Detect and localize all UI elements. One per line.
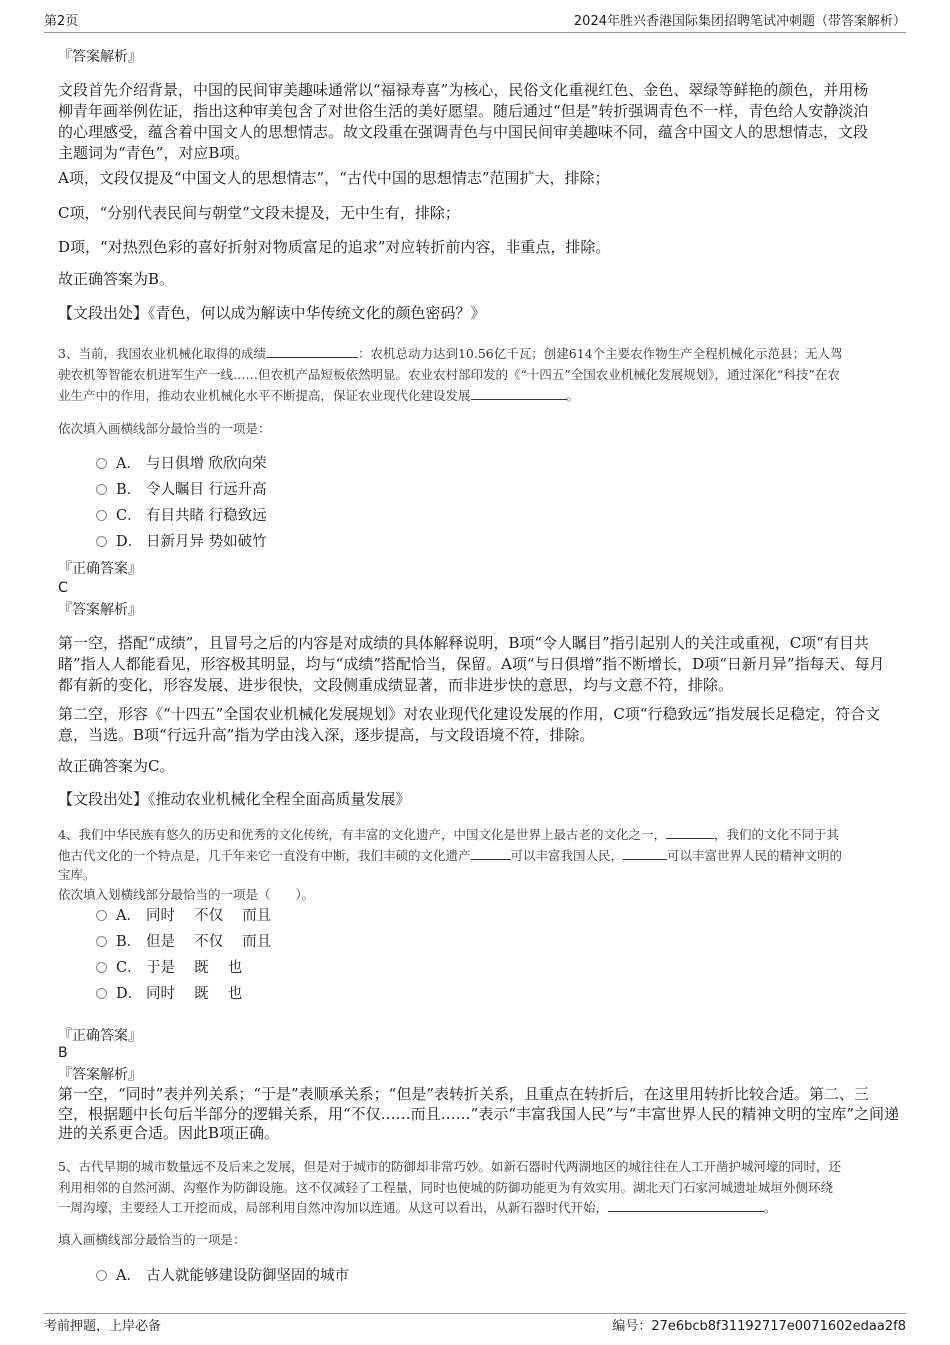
q3-analysis-line: 睹”指人人都能看见，形容极其明显，均与“成绩”搭配恰当，保留。A项“与日俱增”指不断增长，D项“日新月异”指每天、每月 xyxy=(58,655,885,673)
q4-analysis-label: 『答案解析』 xyxy=(58,1067,142,1083)
document-title: 2024年胜兴香港国际集团招聘笔试冲刺题（带答案解析） xyxy=(573,14,906,29)
fill-blank xyxy=(471,387,567,400)
q3-conclusion: 故正确答案为C。 xyxy=(58,757,175,775)
q4-option-d[interactable]: D． 同时 既 也 xyxy=(96,984,242,1004)
q3-correct-label: 『正确答案』 xyxy=(58,561,142,577)
q2-analysis-label: 『答案解析』 xyxy=(58,49,142,65)
q2-source: 【文段出处】《青色，何以成为解读中华传统文化的颜色密码？》 xyxy=(58,304,486,322)
q2-analysis-line: 柳青年画举例佐证，指出这种审美包含了对世俗生活的美好愿望。随后通过“但是”转折强调青色不一样，青色给人安静淡泊 xyxy=(58,102,869,120)
q2-analysis-line: 的心理感受，蕴含着中国文人的思想情志。故文段重在强调青色与中国民间审美趣味不同，蕴含中国文人的思想情志，文段 xyxy=(58,123,869,141)
q3-stem-line-3: 业生产中的作用，推动农业机械化水平不断提高，保证农业现代化建设发展 。 xyxy=(58,388,580,403)
q3-stem-line-2: 驶农机等智能农机进军生产一线……但农机产品短板依然明显。农业农村部印发的《“十四五”全国农业机械化发展规划》，通过深化“科技”在农 xyxy=(58,367,840,382)
radio-button-icon[interactable] xyxy=(96,536,107,547)
q4-stem-line-1: 4、我们中华民族有悠久的历史和优秀的文化传统，有丰富的文化遗产，中国文化是世界上最古老的文化之一， ，我们的文化不同于其 xyxy=(58,827,839,842)
page-header xyxy=(44,12,906,33)
q3-analysis-line: 意，当选。B项“行远升高”指为学由浅入深，逐步提高，与文段语境不符，排除。 xyxy=(58,726,595,744)
radio-button-icon[interactable] xyxy=(96,936,107,947)
q3-analysis-line: 第一空，搭配“成绩”，且冒号之后的内容是对成绩的具体解释说明，B项“令人瞩目”指引起别人的关注或重视，C项“有目共 xyxy=(58,634,869,652)
q5-stem-line-3: 一周沟壕，主要经人工开挖而成，局部利用自然冲沟加以连通。从这可以看出，从新石器时代开始， 。 xyxy=(58,1200,777,1215)
q4-prompt: 依次填入划横线部分最恰当的一项是（ ）。 xyxy=(58,887,315,902)
fill-blank xyxy=(266,345,358,358)
q4-stem-line-3: 宝库。 xyxy=(58,867,96,882)
q4-correct-answer: B xyxy=(58,1045,68,1061)
q4-stem-line-2: 他古代文化的一个特点是，几千年来它一直没有中断，我们丰硕的文化遗产 可以丰富我国人民， 可以丰富世界人民的精神文明的 xyxy=(58,848,843,863)
q3-source: 【文段出处】《推动农业机械化全程全面高质量发展》 xyxy=(58,790,411,808)
q2-analysis-line: 文段首先介绍背景，中国的民间审美趣味通常以“福禄寿喜”为核心，民俗文化重视红色、金色、翠绿等鲜艳的颜色，并用杨 xyxy=(58,81,869,99)
fill-blank xyxy=(623,847,667,860)
footer-slogan: 考前押题，上岸必备 xyxy=(44,1319,162,1334)
page-footer xyxy=(44,1313,906,1336)
radio-button-icon[interactable] xyxy=(96,988,107,999)
radio-button-icon[interactable] xyxy=(96,910,107,921)
q4-analysis-line: 进的关系更合适。因此B项正确。 xyxy=(58,1124,280,1142)
q5-stem-line-1: 5、古代早期的城市数量远不及后来之发展，但是对于城市的防御却非常巧妙。如新石器时代两湖地区的城往往在人工开凿护城河壕的同时，还 xyxy=(58,1159,841,1174)
q3-option-d[interactable]: D． 日新月异 势如破竹 xyxy=(96,532,267,552)
q2-option-a-note: A项，文段仅提及“中国文人的思想情志”，“古代中国的思想情志”范围扩大，排除； xyxy=(58,169,610,187)
q3-option-b[interactable]: B． 令人瞩目 行远升高 xyxy=(96,480,267,500)
q4-correct-label: 『正确答案』 xyxy=(58,1028,142,1044)
radio-button-icon[interactable] xyxy=(96,1270,107,1281)
fill-blank xyxy=(666,826,714,839)
q4-analysis-line: 空，根据题中长句后半部分的逻辑关系，用“不仅……而且……”表示“丰富我国人民”与“丰富世界人民的精神文明的宝库”之间递 xyxy=(58,1105,900,1123)
q2-option-c-note: C项，“分别代表民间与朝堂”文段未提及，无中生有，排除； xyxy=(58,204,460,222)
q4-analysis-line: 第一空，“同时”表并列关系；“于是”表顺承关系；“但是”表转折关系，且重点在转折后，在这里用转折比较合适。第二、三 xyxy=(58,1085,870,1103)
q3-option-a[interactable]: A． 与日俱增 欣欣向荣 xyxy=(96,454,267,474)
radio-button-icon[interactable] xyxy=(96,484,107,495)
q4-option-c[interactable]: C． 于是 既 也 xyxy=(96,958,242,978)
q2-option-d-note: D项，“对热烈色彩的喜好折射对物质富足的追求”对应转折前内容，非重点，排除。 xyxy=(58,238,611,256)
q4-option-a[interactable]: A． 同时 不仅 而且 xyxy=(96,906,271,926)
document-code: 编号：27e6bcb8f31192717e0071602edaa2f8 xyxy=(612,1319,906,1334)
q2-analysis-line: 主题词为“青色”，对应B项。 xyxy=(58,144,250,162)
q5-prompt: 填入画横线部分最恰当的一项是： xyxy=(58,1232,246,1247)
radio-button-icon[interactable] xyxy=(96,510,107,521)
page-number: 第2页 xyxy=(44,14,79,29)
q3-option-c[interactable]: C． 有目共睹 行稳致远 xyxy=(96,506,267,526)
q3-analysis-line: 都有新的变化，形容发展、进步很快，文段侧重成绩显著，而非进步快的意思，均与文意不符，排除。 xyxy=(58,676,734,694)
q3-prompt: 依次填入画横线部分最恰当的一项是： xyxy=(58,421,271,436)
q5-stem-line-2: 利用相邻的自然河湖、沟壑作为防御设施。这不仅减轻了工程量，同时也使城的防御功能更为有效实用。湖北天门石家河城遗址城垣外侧环绕 xyxy=(58,1180,834,1195)
fill-blank xyxy=(608,1199,764,1212)
fill-blank xyxy=(471,847,511,860)
q4-option-b[interactable]: B． 但是 不仅 而且 xyxy=(96,932,271,952)
q2-conclusion: 故正确答案为B。 xyxy=(58,270,175,288)
q3-analysis-line: 第二空，形容《“十四五”全国农业机械化发展规划》对农业现代化建设发展的作用，C项“行稳致远”指发展长足稳定，符合文 xyxy=(58,705,881,723)
radio-button-icon[interactable] xyxy=(96,458,107,469)
q3-stem-line-1: 3、当前，我国农业机械化取得的成绩 ：农机总动力达到10.56亿千瓦；创建614个主要农作物生产全程机械化示范县；无人驾 xyxy=(58,346,843,361)
radio-button-icon[interactable] xyxy=(96,962,107,973)
q3-analysis-label: 『答案解析』 xyxy=(58,602,142,618)
q5-option-a[interactable]: A． 古人就能够建设防御坚固的城市 xyxy=(96,1266,349,1286)
q3-correct-answer: C xyxy=(58,580,68,596)
